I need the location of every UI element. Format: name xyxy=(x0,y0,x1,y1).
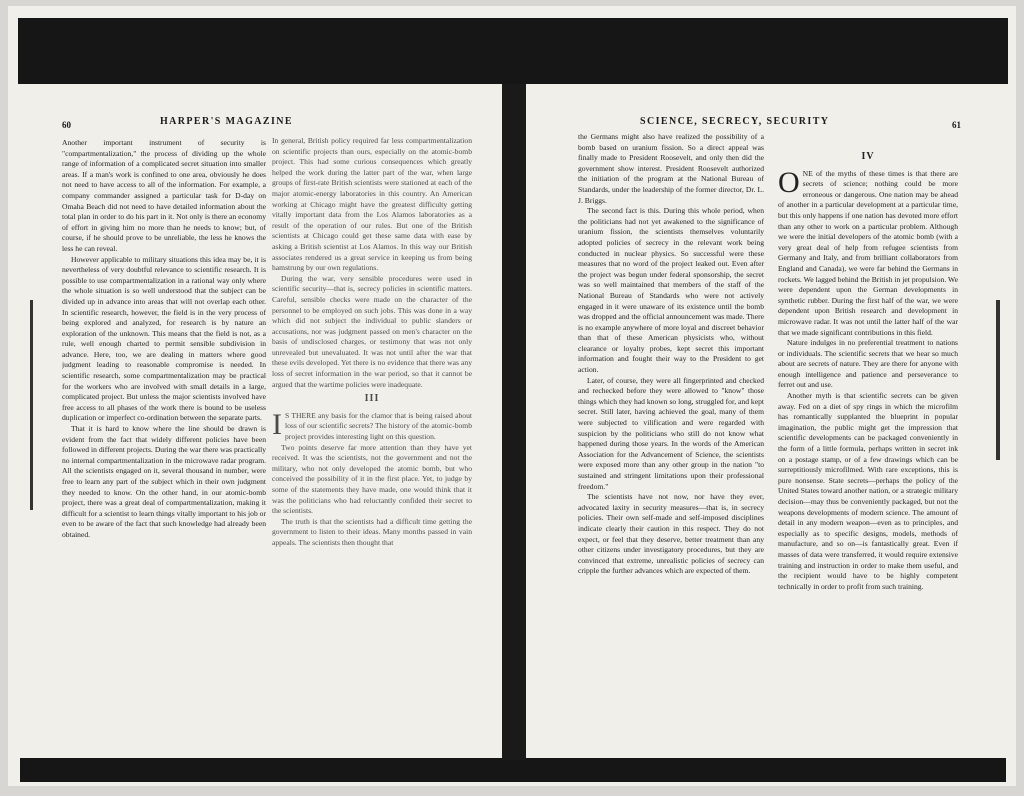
paragraph: the Germans might also have realized the possibility of a bomb based on uranium fission. So a direct appeal was finally made to President Roosevelt, and only then did the government show interest. President Roosevelt authorized the initiation of the program at the National Bureau of Standards, under the leadership of the former director, Dr. L. J. Briggs. xyxy=(578,132,764,205)
paragraph: During the war, very sensible procedures were used in scientific security—that is, secrecy policies in scientific matters. Careful, sensible checks were made on the character of the personnel to be employed on such jobs. This was done in a way which did not subject the individual to public slanders or accusations, nor was judgment passed on men's character on the basis of undisclosed charges, or testimony that was not only unrevealed but unevaluated. It was not until after the war that these evils developed. Yet there is no evidence that there was any loss of secret information in the war period, so that it cannot be argued that the wartime policies were inadequate. xyxy=(272,273,472,389)
scan-top-bar xyxy=(18,18,1008,84)
drop-cap: O xyxy=(778,165,800,199)
right-page-number: 61 xyxy=(952,120,961,130)
left-page-number: 60 xyxy=(62,120,71,130)
left-running-head: HARPER'S MAGAZINE xyxy=(160,116,293,127)
paragraph: The scientists have not now, nor have they ever, advocated laxity in security measures—that is, in secrecy policies. Their own self-made and self-imposed disciplines indicate clearly their caution in this respect. They do not expect, or feel that they deserve, better treatment than any other citizens under investigatory procedures, but they are convinced that extreme, unrealistic policies of secrecy can cripple the further advances which are expected of them. xyxy=(578,492,764,576)
paragraph: In general, British policy required far less compartmentalization on scientific projects than ours, especially on the atomic-bomb project. This had some curious consequences which greatly helped the work during the latter part of the war, when large groups of first-rate British scientists were stationed at each of the major atomic-energy laboratories in this country. An American working at Chicago might have the greatest difficulty getting vitally important data from the Los Alamos laboratories as a result of the operation of our rules. But one of the British scientists at Chicago could get these same data with ease by asking a British scientist at Los Alamos. In this way our British associates rendered us a great service in keeping us from being hamstrung by our own regulations. xyxy=(272,136,472,273)
scan-bottom-bar xyxy=(20,758,1006,782)
column-3 xyxy=(578,132,764,698)
paragraph: However applicable to military situations this idea may be, it is nevertheless of very doubtful relevance to scientific research. It is possible to use compartmentalization in a rational way only where the whole situation is so well understood that the subject can be divided up in advance into areas that will not overlap each other. In scientific research, however, the field is in the very process of being explored and analyzed, for research is by nature an exploration of the unknown. This means that the field is not, as a rule, well enough charted to permit sensible subdivision in advance. Here, too, we are dealing in matters where good judgment leading to reasonable compromise is needed. In scientific research, some compartmentalization may be practical for the workers who are involved with small details in a large, complicated project. But unless the major scientists involved have free access to all phases of the work there is bound to be useless duplication or imperfect co-ordination between the separate parts. xyxy=(62,254,266,423)
paragraph: Later, of course, they were all fingerprinted and checked and rechecked before they were allowed to "know" those things which they had known so long, struggled for, and kept secret. Still later, having achieved the goal, many of them were subjected to vilification and were regarded with suspicion by the politicians who still do not know what happened during those years. In the words of the American Association for the Advancement of Science, the scientists were exposed more than any other group in the nation "to sustained and stringent limitations upon their professional freedom." xyxy=(578,375,764,491)
right-running-head: SCIENCE, SECRECY, SECURITY xyxy=(640,116,830,127)
paragraph: S THERE any basis for the clamor that is being raised about loss of our scientific secrets? The history of the atomic-bomb project provides interesting light on this question. xyxy=(285,410,472,442)
paragraph: Another important instrument of security is "compartmentalization," the process of dividing up the whole range of information of a complicated secret situation into smaller areas. If a man's work is confined to one area, obviously he does not need to have access to all of the information. For example, a company commander assigned a particular task for D-day on Omaha Beach did not need to have detailed information about the total plan in order to do his part in it. Not only is there an economy of effort in giving him no more than he needs to know; but, of course, if he should prove to be unreliable, the less he knows the less he can reveal. xyxy=(62,138,266,253)
paragraph: The truth is that the scientists had a difficult time getting the government to listen to their ideas. Many months passed in vain appeals. The scientists then thought that xyxy=(272,516,472,547)
paragraph: Another myth is that scientific secrets can be given away. Fed on a diet of spy rings in which the microfilm has romantically supplanted the blueprint in popular imagination, the public might get the impression that scientific developments can be packaged conveniently in the form of a little formula, perhaps written in secret ink on a postage stamp, or of a few drawings which can be surreptitiously microfilmed. With rare exceptions, this is pure nonsense. State secrets—perhaps the policy of the United States toward another nation, or a strategic military decision—may thus be conveniently packaged, but not the weapons developments of modern science. The amount of detail in any modern weapon—even as to principles, and especially as to specific designs, models, methods of manufacture, and so on—is fantastically great. Even if masses of data were transferred, it would require extensive training and instruction in order to make them useful, and the recipient would have to be highly competent technically in order to profit from such training. xyxy=(778,391,958,591)
column-1 xyxy=(62,138,266,704)
section-heading-iv: IV xyxy=(861,151,875,162)
column-2 xyxy=(272,136,472,708)
section-heading-iii: III xyxy=(364,393,380,405)
drop-cap: I xyxy=(272,407,282,441)
paragraph: That it is hard to know where the line should be drawn is evident from the fact that widely different policies have been followed in different projects. During the war there was practically no internal compartmentalization in the microwave radar program. All the scientists engaged on it, several thousand in number, were free to learn any part of the subject which in their own judgment they needed to know. On the other hand, in our atomic-bomb project, there was a great deal of compartmentalization, making it difficult for a scientist to learn things vitally important to his job or even to be aware of the fact that such knowledge had already been obtained. xyxy=(62,424,266,539)
right-edge-mark xyxy=(996,300,1000,460)
column-4 xyxy=(778,148,958,704)
paragraph: Two points deserve far more attention than they have yet received. It was the scientists, not the government and not the military, who not only developed the atomic bomb, but who conceived the possibility of it in the first place. Yet, to judge by some of the statements they have made, one would think that it was the politicians who had reluctantly confided their secret to the scientists. xyxy=(272,442,472,516)
paragraph: The second fact is this. During this whole period, when the politicians had not yet awakened to the significance of uranium fission, the scientists themselves voluntarily adopted policies of secrecy in the relevant work being conducted in nuclear physics. So successful were these measures that no word of the project leaked out. Even after the project was begun under federal sponsorship, the secret was so well maintained that members of the staff of the National Bureau of Standards who were not actively engaged in it were unaware of its existence until the bomb was dropped and the official announcement was made. There is no example anywhere of more loyal and discreet behavior than that of these American physicists who, without clearance or loyalty probes, kept secret this important information and fought their way to the President to get action. xyxy=(578,206,764,375)
paragraph: Nature indulges in no preferential treatment to nations or individuals. The scientific secrets that we hear so much about are secrets of nature. They are there for anyone with enough intelligence and patience and perseverance to ferret out and use. xyxy=(778,338,958,390)
paragraph: NE of the myths of these times is that there are secrets of science; nothing could be more erroneous or dangerous. One nation may be ahead of another in a particular development at a particular time, but this only happens if one nation has devoted more effort than any other to work on a particular problem. Although we were the initial developers of the atomic bomb (with a very great deal of help from refugee scientists from Germany and Italy, and from brilliant collaborators from England and Canada), we were far behind the Germans in rockets. We lagged behind the British in jet propulsion. We were dependent upon the German developments in synthetic rubber. During the first half of the war, we were dependent upon British research and development in microwave radar. It was not until the latter half of the war that we made significant contributions in this field. xyxy=(778,168,958,337)
book-gutter xyxy=(502,84,526,760)
left-edge-mark xyxy=(30,300,33,510)
